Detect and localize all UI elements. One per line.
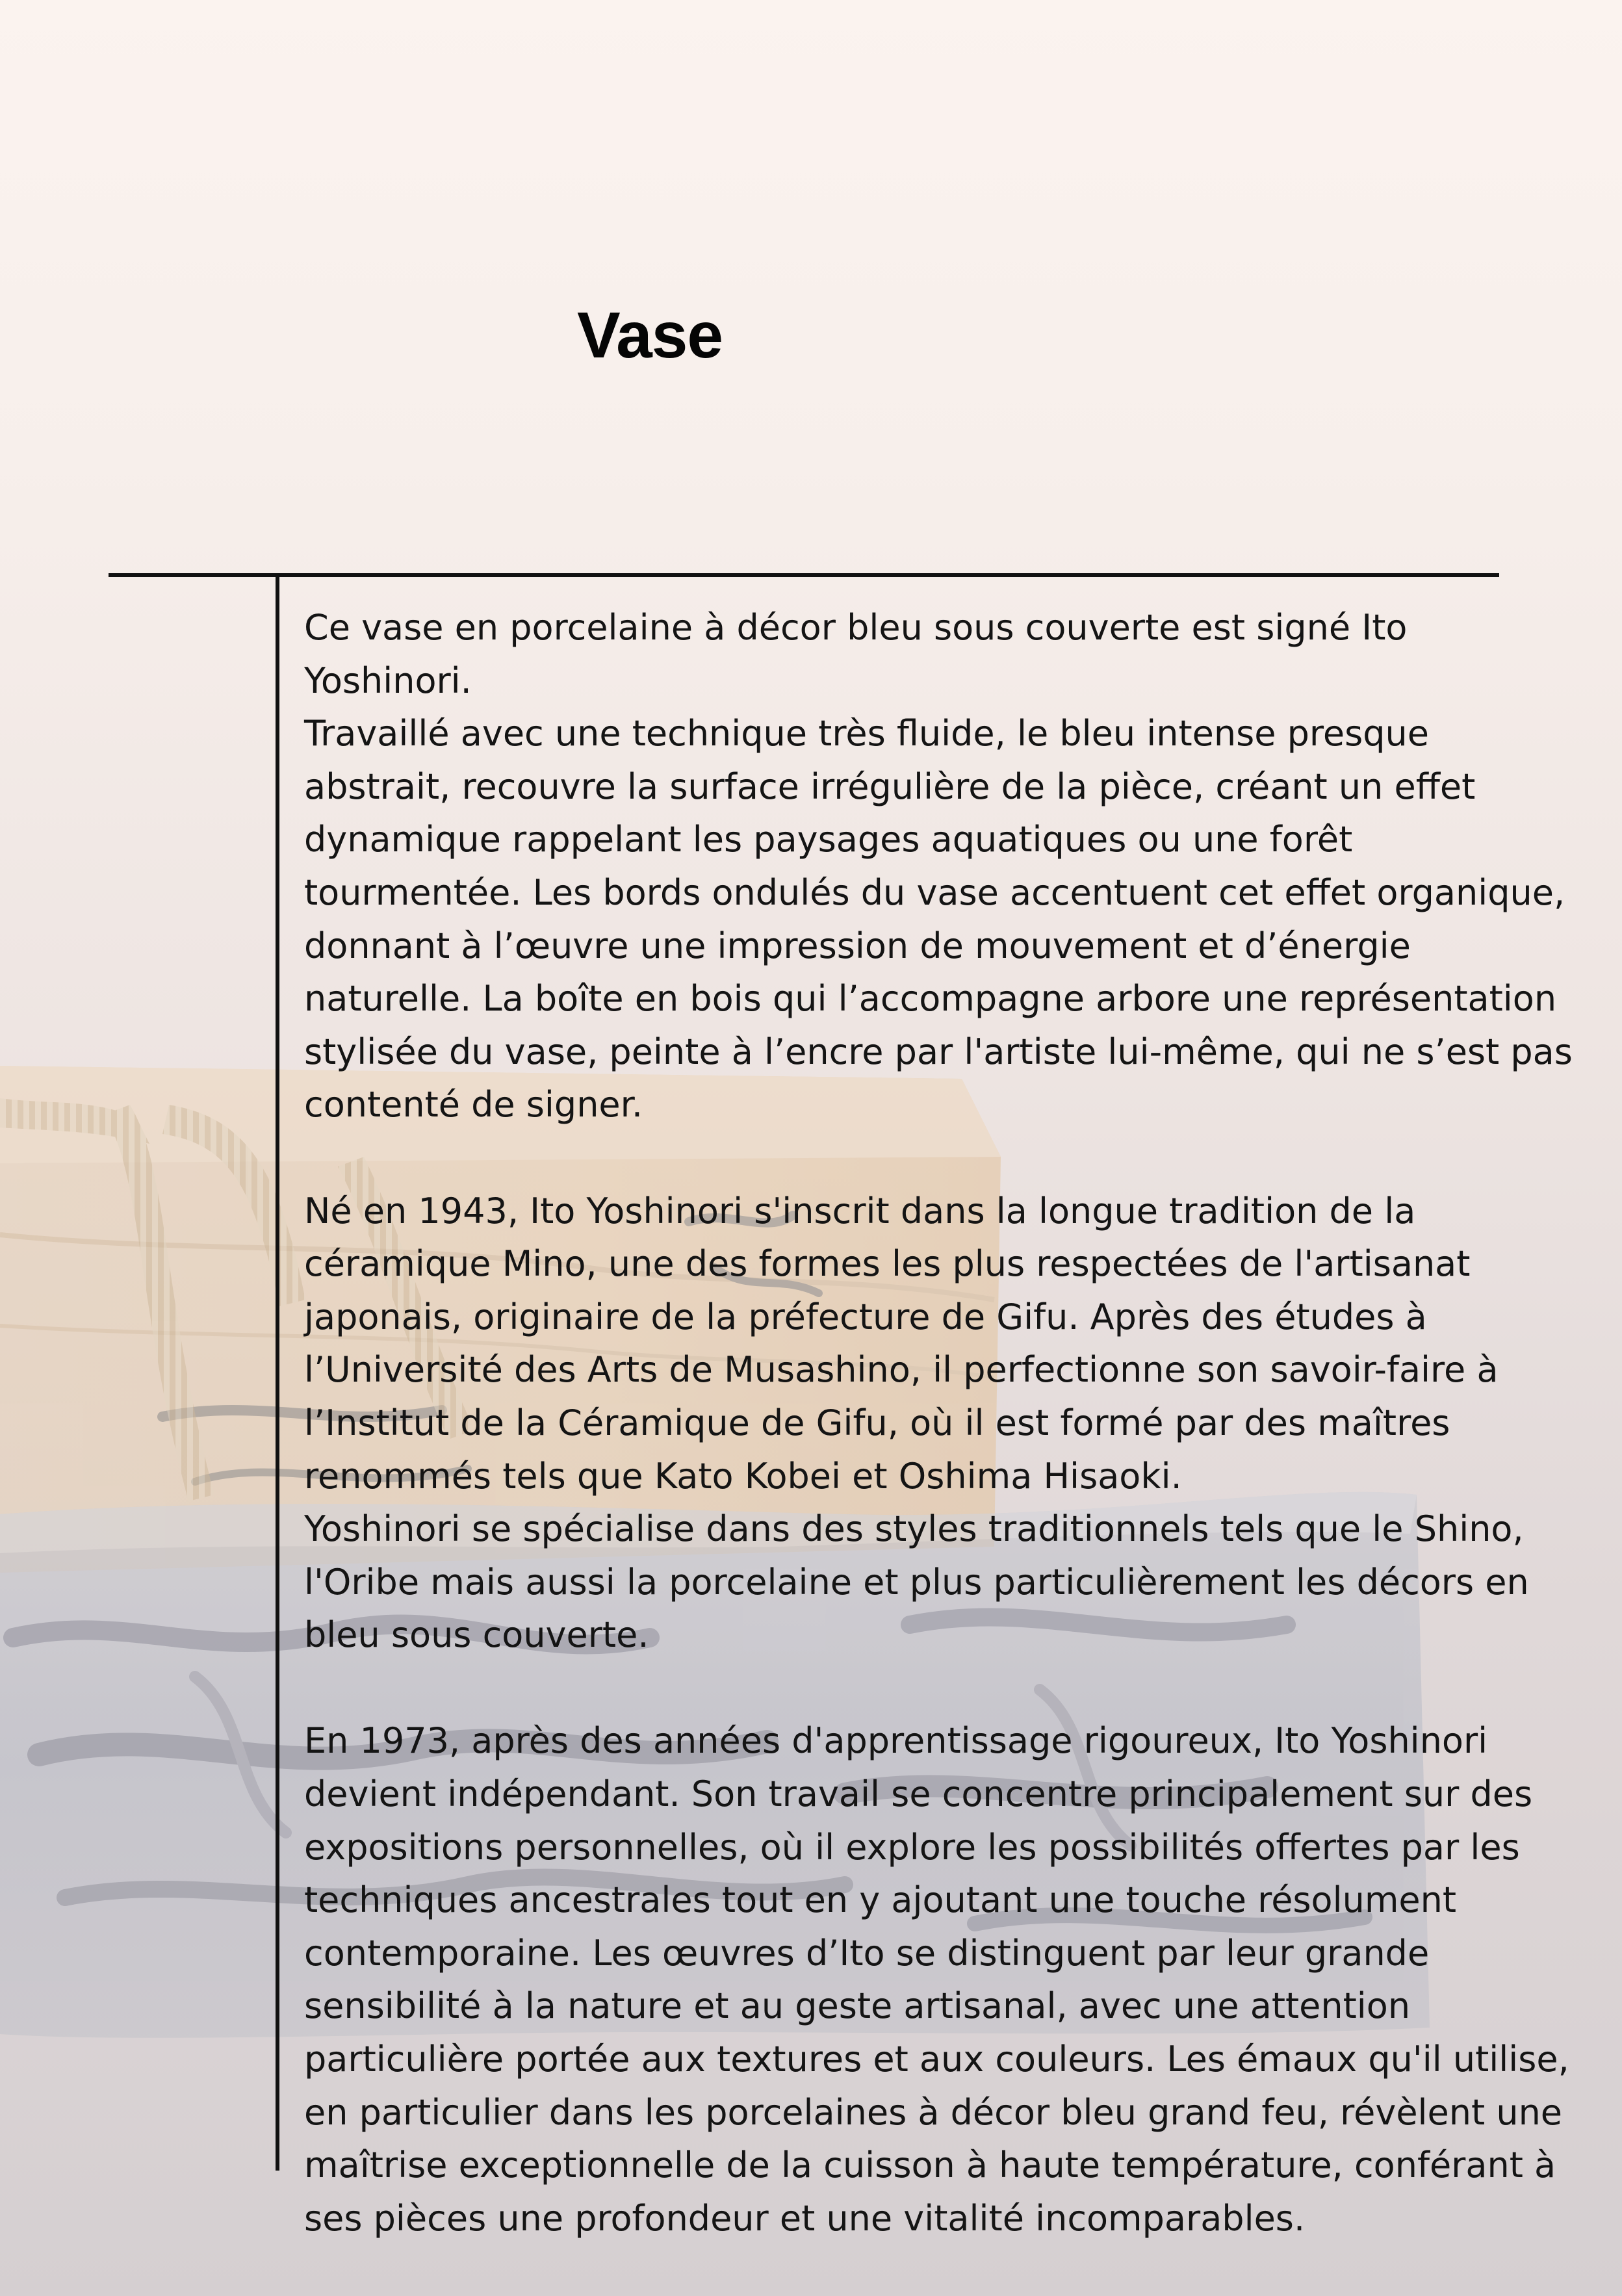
page-title: Vase	[577, 299, 723, 372]
horizontal-divider	[109, 573, 1499, 577]
vertical-divider	[276, 575, 279, 2171]
paragraph-artist-career: En 1973, après des années d'apprentissage rigoureux, Ito Yoshinori devient indépendant. Son travail se concentre principalement sur des expositions personnelles, où il explore les possibilités offertes par les techniques ancestrales tout en y ajoutant une touche résolument contemporaine. Les œuvres d’Ito se distinguent par leur grande sensibilité à la nature et au geste artisanal, avec une attention particulière portée aux textures et aux couleurs. Les émaux qu'il utilise, en particulier dans les porcelaines à décor bleu grand feu, révèlent une maîtrise exceptionnelle de la cuisson à haute température, conférant à ses pièces une profondeur et une vitalité incomparables.	[304, 1720, 1569, 2239]
description-text	[304, 601, 1578, 2245]
paragraph-artist-biography: Né en 1943, Ito Yoshinori s'inscrit dans la longue tradition de la céramique Mino, une des formes les plus respectées de l'artisanat japonais, originaire de la préfecture de Gifu. Après des études à l’Université des Arts de Musashino, il perfectionne son savoir-faire à l’Institut de la Céramique de Gifu, où il est formé par des maîtres renommés tels que Kato Kobei et Oshima Hisaoki. Yoshinori se spécialise dans des styles traditionnels tels que le Shino, l'Oribe mais aussi la porcelaine et plus particulièrement les décors en bleu sous couverte.	[304, 1190, 1529, 1656]
paragraph-vase-description: Ce vase en porcelaine à décor bleu sous couverte est signé Ito Yoshinori. Travaillé avec une technique très fluide, le bleu intense presque abstrait, recouvre la surface irrégulière de la pièce, créant un effet dynamique rappelant les paysages aquatiques ou une forêt tourmentée. Les bords ondulés du vase accentuent cet effet organique, donnant à l’œuvre une impression de mouvement et d’énergie naturelle. La boîte en bois qui l’accompagne arbore une représentation stylisée du vase, peinte à l’encre par l'artiste lui-même, qui ne s’est pas contenté de signer.	[304, 607, 1573, 1126]
